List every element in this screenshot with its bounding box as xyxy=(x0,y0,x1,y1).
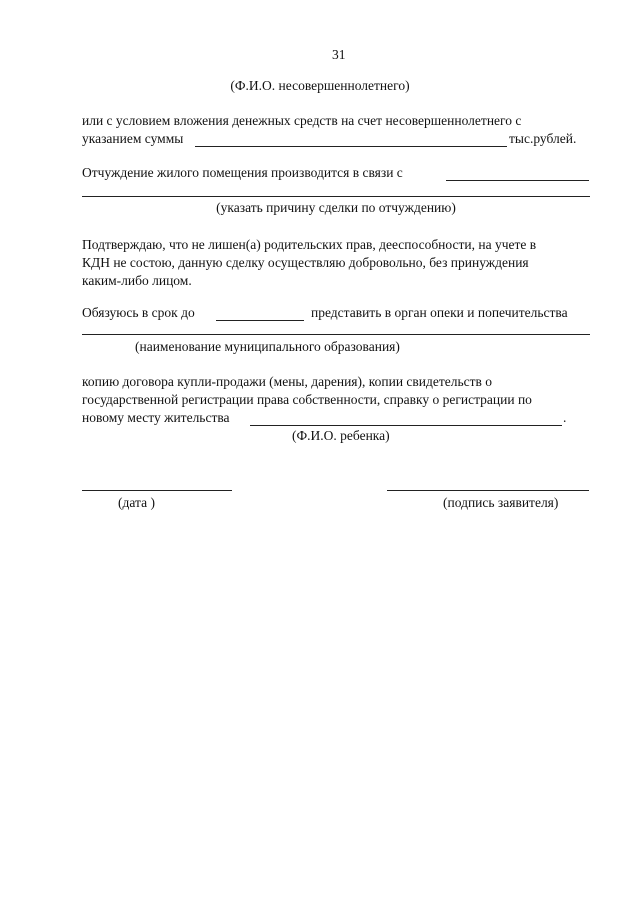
deadline-blank-line xyxy=(216,320,304,321)
address-blank-line xyxy=(250,425,562,426)
page-number: 31 xyxy=(332,47,346,62)
amount-blank-line xyxy=(195,146,507,147)
copies-text-line-1: копию договора купли-продажи (мены, дарения), копии свидетельств о xyxy=(82,374,493,389)
copies-text-line-2: государственной регистрации права собственности, справку о регистрации по xyxy=(82,392,532,407)
date-blank-line xyxy=(82,490,232,491)
copies-text-line-3: новому месту жительства xyxy=(82,410,230,425)
municipality-caption: (наименование муниципального образования) xyxy=(135,339,400,354)
signature-caption: (подпись заявителя) xyxy=(443,495,559,510)
date-caption: (дата ) xyxy=(118,495,155,510)
fio-minor-caption: (Ф.И.О. несовершеннолетнего) xyxy=(230,78,410,93)
confirm-text-line-2: КДН не состою, данную сделку осуществляю добровольно, без принуждения xyxy=(82,255,529,270)
oblige-text-suffix: представить в орган опеки и попечительства xyxy=(311,305,568,320)
fio-child-caption: (Ф.И.О. ребенка) xyxy=(292,428,390,443)
confirm-text-line-3: каким-либо лицом. xyxy=(82,273,192,288)
copies-text-suffix: . xyxy=(563,410,567,425)
confirm-text-line-1: Подтверждаю, что не лишен(а) родительских прав, дееспособности, на учете в xyxy=(82,237,537,252)
deposit-text-line-1: или с условием вложения денежных средств на счет несовершеннолетнего с xyxy=(82,113,522,128)
municipality-blank-line xyxy=(82,334,590,335)
alienation-text: Отчуждение жилого помещения производится в связи с xyxy=(82,165,403,180)
reason-caption: (указать причину сделки по отчуждению) xyxy=(216,200,456,215)
oblige-text-prefix: Обязуюсь в срок до xyxy=(82,305,195,320)
reason-blank-line-1 xyxy=(446,180,589,181)
deposit-text-line-2: указанием суммы xyxy=(82,131,184,146)
deposit-text-suffix: тыс.рублей. xyxy=(509,131,577,146)
signature-blank-line xyxy=(387,490,589,491)
reason-blank-line-2 xyxy=(82,196,590,197)
